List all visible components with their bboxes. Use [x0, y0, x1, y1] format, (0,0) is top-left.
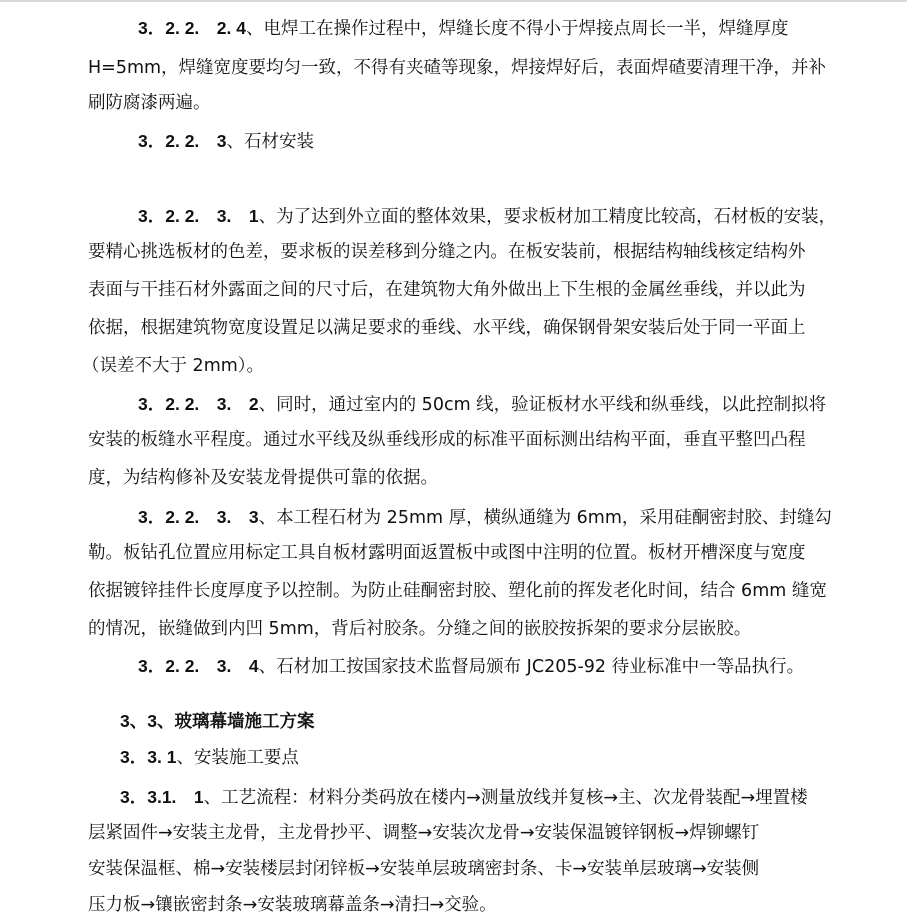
heading-text: 、安装施工要点 [176, 748, 299, 768]
paragraph-text: 、本工程石材为 25mm 厚，横纵通缝为 6mm，采用硅酮密封胶、封缝勾 [258, 508, 832, 528]
section-number: 3．3. 1 [120, 747, 177, 767]
paragraph-line [138, 204, 836, 229]
paragraph-line [138, 654, 804, 679]
section-heading [120, 709, 314, 734]
paragraph-text: （误差不大于 2mm）。 [82, 356, 265, 376]
section-heading [120, 745, 299, 770]
paragraph-line [88, 466, 438, 490]
paragraph-text: 层紧固件→安装主龙骨，主龙骨抄平、调整→安装次龙骨→安装保温镀锌钢板→焊铆螺钉 [88, 823, 760, 843]
heading-text: 、玻璃幕墙施工方案 [156, 712, 315, 732]
paragraph-line [88, 579, 827, 603]
paragraph-line [88, 617, 751, 641]
paragraph-line [82, 354, 264, 378]
paragraph-text: 的情况，嵌缝做到内凹 5mm，背后衬胶条。分缝之间的嵌胶按拆架的要求分层嵌胶。 [88, 619, 752, 639]
paragraph-line [88, 857, 759, 881]
section-number: 3．2. 2. 3 [138, 131, 227, 151]
section-number: 3、3 [120, 711, 157, 731]
paragraph-line [138, 16, 788, 41]
paragraph-line [88, 91, 211, 115]
paragraph-text: 、同时，通过室内的 50cm 线，验证板材水平线和纵垂线，以此控制拟将 [258, 395, 827, 415]
paragraph-text: 安装保温框、棉→安装楼层封闭锌板→安装单层玻璃密封条、卡→安装单层玻璃→安装侧 [88, 859, 760, 879]
section-number: 3．2. 2. 3. 3 [138, 507, 259, 527]
paragraph-text: 安装的板缝水平程度。通过水平线及纵垂线形成的标准平面标测出结构平面，垂直平整凹凸程 [88, 430, 806, 450]
section-number: 3．2. 2. 3. 4 [138, 656, 259, 676]
section-number: 3．3.1. 1 [120, 787, 204, 807]
paragraph-text: 、石材加工按国家技术监督局颁布 JC205-92 待业标准中一等品执行。 [258, 657, 805, 677]
paragraph-text: 依据镀锌挂件长度厚度予以控制。为防止硅酮密封胶、塑化前的挥发老化时间，结合 6mm 缝宽 [88, 581, 827, 601]
paragraph-text: H=5mm，焊缝宽度要均匀一致，不得有夹碴等现象，焊接焊好后，表面焊碴要清理干净，并补 [88, 58, 827, 78]
paragraph-text: 度，为结构修补及安装龙骨提供可靠的依据。 [88, 468, 438, 488]
paragraph-line [138, 392, 826, 417]
paragraph-text: 表面与干挂石材外露面之间的尺寸后，在建筑物大角外做出上下生根的金属丝垂线，并以此为 [88, 280, 806, 300]
paragraph-text: 、为了达到外立面的整体效果，要求板材加工精度比较高，石材板的安装， [258, 207, 837, 227]
paragraph-line [88, 428, 806, 452]
paragraph-text: 依据，根据建筑物宽度设置足以满足要求的垂线、水平线，确保钢骨架安装后处于同一平面上 [88, 318, 806, 338]
page-top-border [0, 0, 907, 2]
paragraph-line [88, 893, 497, 917]
paragraph-line [120, 785, 808, 810]
paragraph-text: 、电焊工在操作过程中，焊缝长度不得小于焊接点周长一半，焊缝厚度 [245, 19, 789, 39]
paragraph-line [88, 56, 826, 80]
section-heading [138, 129, 314, 154]
heading-text: 、石材安装 [226, 132, 315, 152]
paragraph-text: 、工艺流程：材料分类码放在楼内→测量放线并复核→主、次龙骨装配→埋置楼 [203, 788, 808, 808]
paragraph-text: 勒。板钻孔位置应用标定工具自板材露明面返置板中或图中注明的位置。板材开槽深度与宽度 [88, 543, 806, 563]
paragraph-line [88, 316, 806, 340]
paragraph-line [138, 505, 832, 530]
paragraph-line [88, 278, 806, 302]
paragraph-line [88, 821, 759, 845]
section-number: 3．2. 2. 2. 4 [138, 18, 246, 38]
paragraph-line [88, 240, 806, 264]
section-number: 3．2. 2. 3. 1 [138, 206, 259, 226]
paragraph-text: 刷防腐漆两遍。 [88, 93, 211, 113]
paragraph-line [88, 541, 806, 565]
paragraph-text: 压力板→镶嵌密封条→安装玻璃幕盖条→清扫→交验。 [88, 895, 497, 915]
section-number: 3．2. 2. 3. 2 [138, 394, 259, 414]
paragraph-text: 要精心挑选板材的色差，要求板的误差移到分缝之内。在板安装前，根据结构轴线核定结构外 [88, 242, 806, 262]
